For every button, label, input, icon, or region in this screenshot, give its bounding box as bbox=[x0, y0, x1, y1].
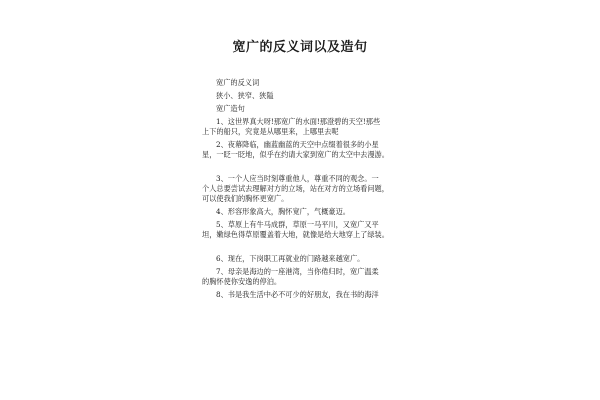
sentence-2-line-2: 星，一眨一眨地，似乎在约请大家到宽广的太空中去漫游。 bbox=[202, 150, 389, 159]
sentence-5-line-2: 坦，嫩绿色得草原覆盖着大地，就像是给大地穿上了绿装。 bbox=[202, 230, 389, 239]
document-title: 宽广的反义词以及造句 bbox=[232, 40, 368, 55]
sentence-7-line-2: 的胸怀使你安逸的停泊。 bbox=[202, 277, 282, 286]
sentence-3-line-3: 可以使我们的胸怀更宽广。 bbox=[202, 194, 289, 203]
sentence-7-line-1: 7、母亲是海边的一座港湾，当你倦归时，宽广温柔 bbox=[216, 267, 379, 276]
sentence-3-line-1: 3、一个人应当时刻尊重他人，尊重不同的观念。一 bbox=[216, 174, 379, 183]
sentence-2-line-1: 2、夜幕降临，幽蓝幽蓝的天空中点缀着很多的小星 bbox=[216, 140, 379, 149]
sentence-8-line-1: 8、书是我生活中必不可少的好朋友，我在书的海洋 bbox=[216, 290, 379, 299]
sentence-heading: 宽广造句 bbox=[216, 104, 245, 113]
sentence-6-line-1: 6、现在，下岗职工再就业的门路越来越宽广。 bbox=[216, 254, 365, 263]
antonym-list: 狭小、狭窄、狭隘 bbox=[216, 91, 274, 100]
antonym-heading: 宽广的反义词 bbox=[216, 78, 260, 87]
sentence-5-line-1: 5、草原上有牛马成群，草原一马平川，又宽广又平 bbox=[216, 220, 379, 229]
sentence-4-line-1: 4、形容形象高大，胸怀宽广，气概豪迈。 bbox=[216, 207, 350, 216]
sentence-3-line-2: 个人总要尝试去理解对方的立场，站在对方的立场看问题， bbox=[202, 184, 389, 193]
sentence-1-line-1: 1、这世界真大呀!那宽广的水面!那澄碧的天空!那些 bbox=[216, 117, 381, 126]
sentence-1-line-2: 上下的船只，究竟是从哪里来，上哪里去呢 bbox=[202, 127, 339, 136]
document-body bbox=[202, 78, 406, 300]
